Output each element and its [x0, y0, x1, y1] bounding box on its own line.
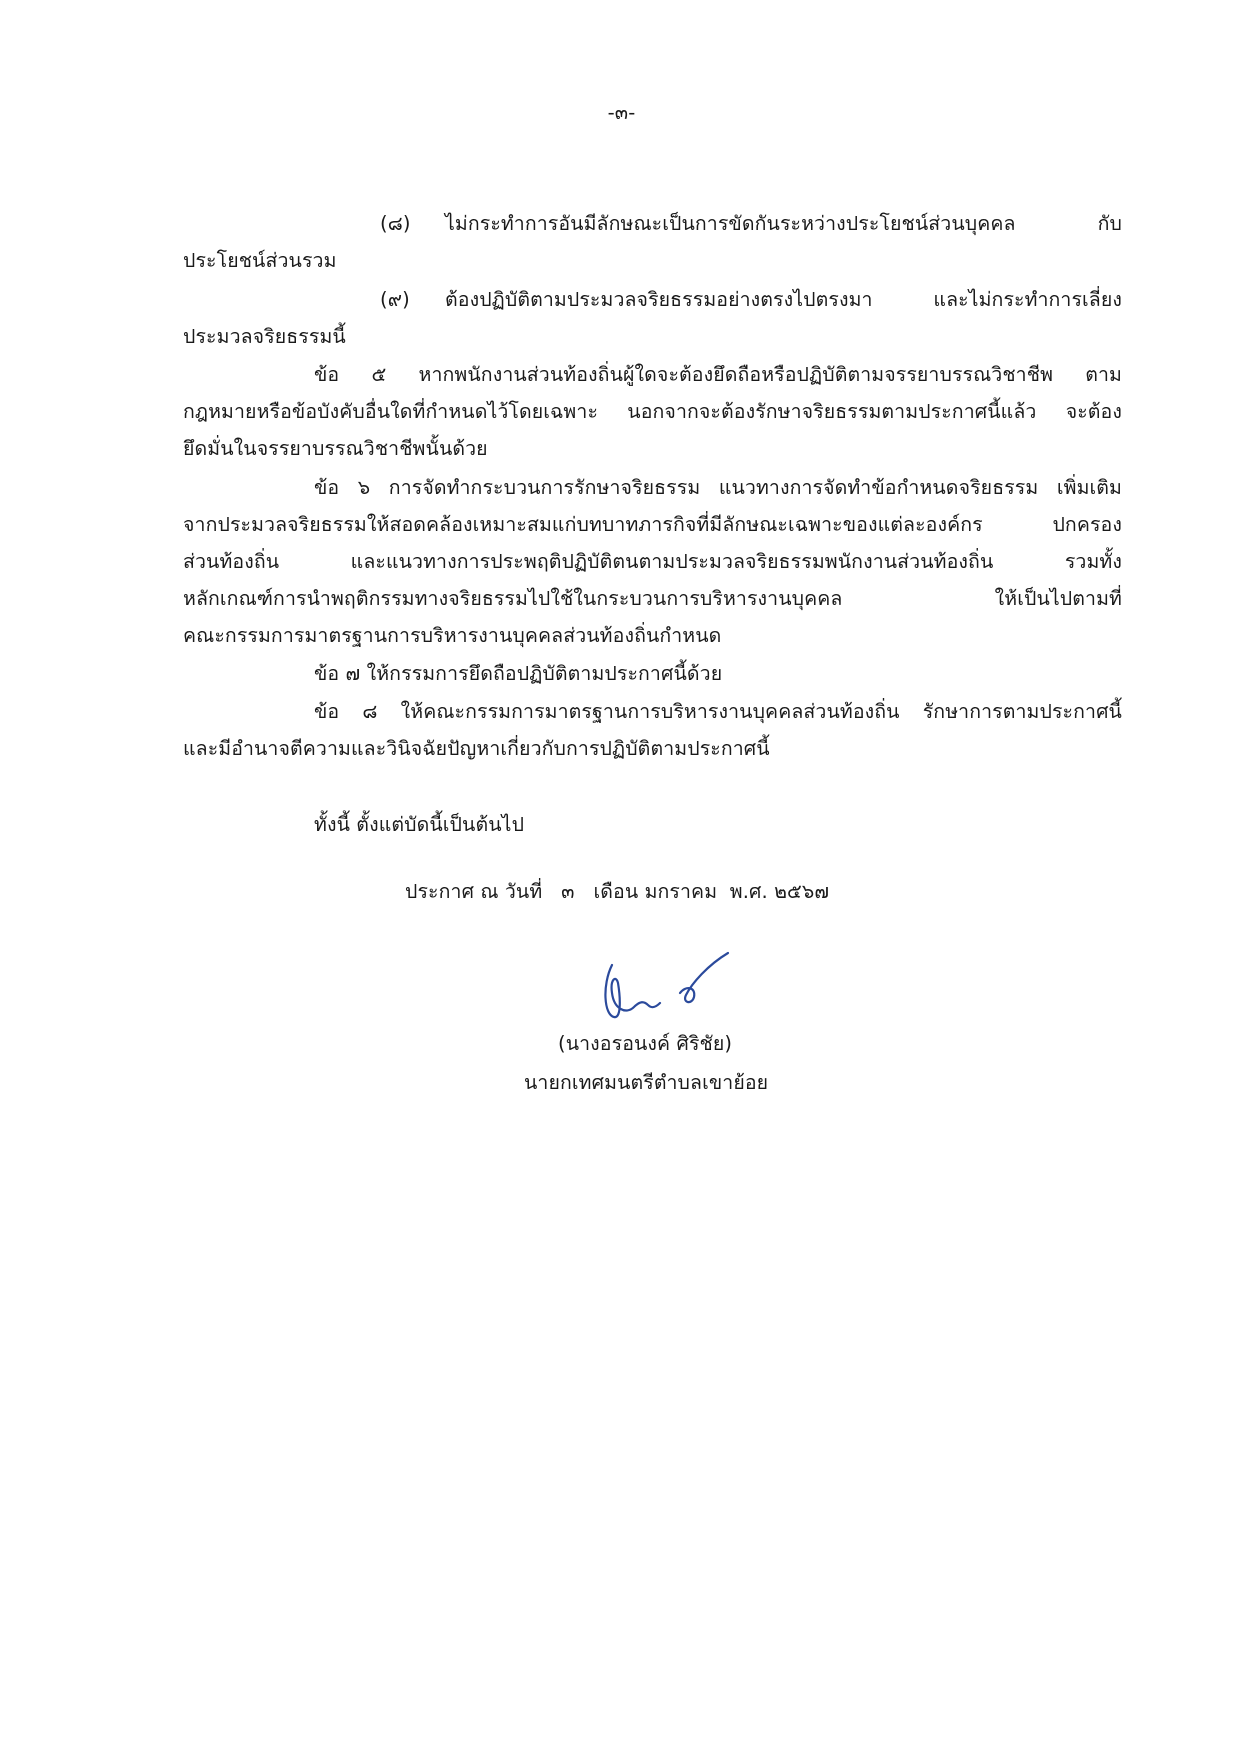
effective-statement: ทั้งนี้ ตั้งแต่บัดนี้เป็นต้นไป: [314, 813, 525, 836]
page-number: -๓-: [607, 101, 636, 124]
announcement-date: ประกาศ ณ วันที่ ๓ เดือน มกราคม พ.ศ. ๒๕๖๗: [405, 880, 830, 903]
clause-8-line-2: และมีอำนาจตีความและวินิจฉัยปัญหาเกี่ยวกับการปฏิบัติตามประกาศนี้: [183, 737, 770, 760]
item-9-line-2: ประมวลจริยธรรมนี้: [183, 325, 346, 348]
clause-8-line-1: ข้อ ๘ ให้คณะกรรมการมาตรฐานการบริหารงานบุคคลส่วนท้องถิ่น รักษาการตามประกาศนี้: [314, 700, 1122, 723]
item-8-line-1: ไม่กระทำการอันมีลักษณะเป็นการขัดกันระหว่างประโยชน์ส่วนบุคคล กับ: [445, 212, 1122, 235]
clause-6-line-3: ส่วนท้องถิ่น และแนวทางการประพฤติปฏิบัติตนตามประมวลจริยธรรมพนักงานส่วนท้องถิ่น รวมทั้ง: [183, 550, 1122, 573]
handwritten-signature: [600, 945, 740, 1035]
item-8-line-2: ประโยชน์ส่วนรวม: [183, 249, 337, 272]
item-9-number: (๙): [380, 288, 410, 311]
clause-5-line-2: กฎหมายหรือข้อบังคับอื่นใดที่กำหนดไว้โดยเฉพาะ นอกจากจะต้องรักษาจริยธรรมตามประกาศนี้แล้ว จะต้อง: [183, 400, 1122, 423]
item-9-line-1: ต้องปฏิบัติตามประมวลจริยธรรมอย่างตรงไปตรงมา และไม่กระทำการเลี่ยง: [445, 288, 1122, 311]
clause-7: ข้อ ๗ ให้กรรมการยึดถือปฏิบัติตามประกาศนี้ด้วย: [314, 662, 723, 685]
clause-6-line-4: หลักเกณฑ์การนำพฤติกรรมทางจริยธรรมไปใช้ในกระบวนการบริหารงานบุคคล ให้เป็นไปตามที่: [183, 587, 1122, 610]
clause-6-line-2: จากประมวลจริยธรรมให้สอดคล้องเหมาะสมแก่บทบาทภารกิจที่มีลักษณะเฉพาะของแต่ละองค์กร ปกครอง: [183, 513, 1122, 536]
clause-6-line-5: คณะกรรมการมาตรฐานการบริหารงานบุคคลส่วนท้องถิ่นกำหนด: [183, 624, 722, 647]
signer-name: (นางอรอนงค์ ศิริชัย): [558, 1032, 733, 1055]
signer-title: นายกเทศมนตรีตำบลเขาย้อย: [524, 1071, 769, 1094]
clause-6-line-1: ข้อ ๖ การจัดทำกระบวนการรักษาจริยธรรม แนวทางการจัดทำข้อกำหนดจริยธรรม เพิ่มเติม: [314, 476, 1122, 499]
clause-5-line-1: ข้อ ๕ หากพนักงานส่วนท้องถิ่นผู้ใดจะต้องยึดถือหรือปฏิบัติตามจรรยาบรรณวิชาชีพ ตาม: [314, 363, 1122, 386]
item-8-number: (๘): [380, 212, 411, 235]
clause-5-line-3: ยึดมั่นในจรรยาบรรณวิชาชีพนั้นด้วย: [183, 437, 488, 460]
